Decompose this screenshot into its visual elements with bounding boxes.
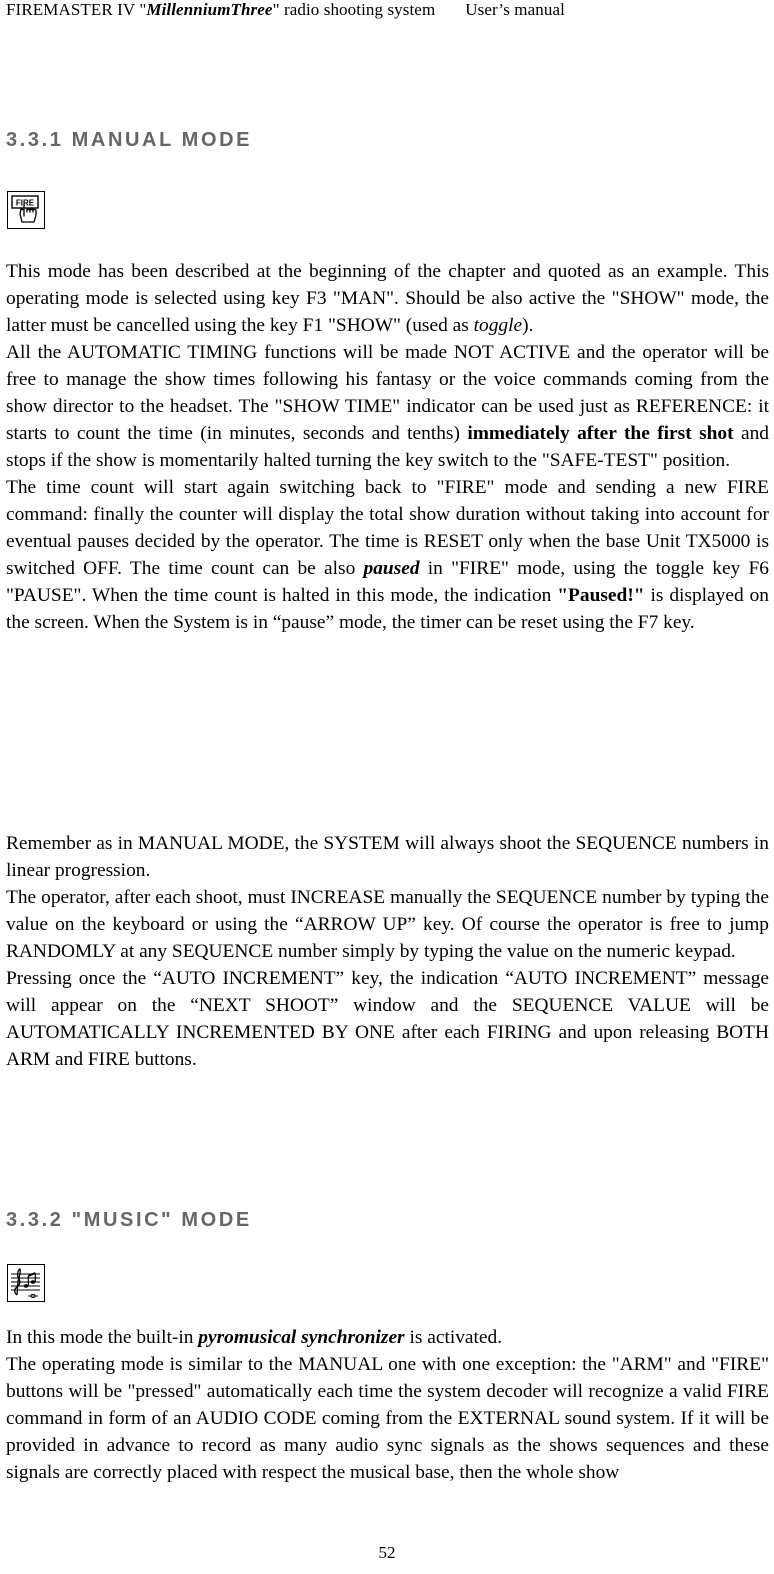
page-number: 52 [378, 1543, 396, 1562]
manual-mode-body [6, 258, 769, 636]
manual-mode-paragraph: Pressing once the “AUTO INCREMENT” key, the indication “AUTO INCREMENT” message will appear on the “NEXT SHOOT” window and the SEQUENCE VALUE will be AUTOMATICALLY INCREMENTED BY ONE after each FIRING and upon releasing BOTH ARM and FIRE buttons. [6, 968, 769, 1070]
header-doc-type: User’s manual [465, 0, 565, 19]
manual-mode-body-continued [6, 830, 769, 1073]
header-product-suffix: " radio shooting system [272, 0, 436, 19]
manual-mode-paragraph: This mode has been described at the beginning of the chapter and quoted as an example. This operating mode is selected using key F3 "MAN". Should be also active the "SHOW" mode, the latter must be cancelled using the key F1 "SHOW" (used as toggle). [6, 261, 769, 336]
fire-key-hand-icon [7, 191, 45, 229]
music-mode-paragraph: The operating mode is similar to the MANUAL one with one exception: the "ARM" and "FIRE" buttons will be "pressed" automatically each time the system decoder will recognize a valid FIRE command in form of an AUDIO CODE coming from the EXTERNAL sound system. If it will be provided in advance to record as many audio sync signals as the shows sequences and these signals are correctly placed with respect the musical base, then the whole show [6, 1354, 769, 1483]
manual-mode-paragraph: Remember as in MANUAL MODE, the SYSTEM will always shoot the SEQUENCE numbers in linear progression. [6, 833, 769, 881]
manual-mode-paragraph: The operator, after each shoot, must INCREASE manually the SEQUENCE number by typing the value on the keyboard or using the “ARROW UP” key. Of course the operator is free to jump RANDOMLY at any SEQUENCE number simply by typing the value on the numeric keypad. [6, 887, 769, 962]
music-score-icon [7, 1264, 45, 1302]
header-product-name: MillenniumThree [146, 0, 273, 19]
section-heading-manual-mode: 3.3.1 MANUAL MODE [6, 129, 253, 151]
running-header [6, 0, 565, 20]
section-heading-music-mode: 3.3.2 "MUSIC" MODE [6, 1209, 252, 1231]
header-product-prefix: FIREMASTER IV " [6, 0, 147, 19]
manual-mode-paragraph: The time count will start again switching back to "FIRE" mode and sending a new FIRE command: finally the counter will display the total show duration without taking into account for eventual pauses decided by the operator. The time is RESET only when the base Unit TX5000 is switched OFF. The time count can be also paused in "FIRE" mode, using the toggle key F6 "PAUSE". When the time count is halted in this mode, the indication "Paused!" is displayed on the screen. When the System is in “pause” mode, the timer can be reset using the F7 key. [6, 477, 769, 633]
manual-mode-paragraph: All the AUTOMATIC TIMING functions will be made NOT ACTIVE and the operator will be free to manage the show times following his fantasy or the voice commands coming from the show director to the headset. The "SHOW TIME" indicator can be used just as REFERENCE: it starts to count the time (in minutes, seconds and tenths) immediately after the first shot and stops if the show is momentarily halted turning the key switch to the "SAFE-TEST" position. [6, 342, 769, 471]
music-mode-body [6, 1324, 769, 1486]
svg-text:FIRE: FIRE [15, 198, 35, 208]
music-mode-paragraph: In this mode the built-in pyromusical synchronizer is activated. [6, 1327, 503, 1348]
